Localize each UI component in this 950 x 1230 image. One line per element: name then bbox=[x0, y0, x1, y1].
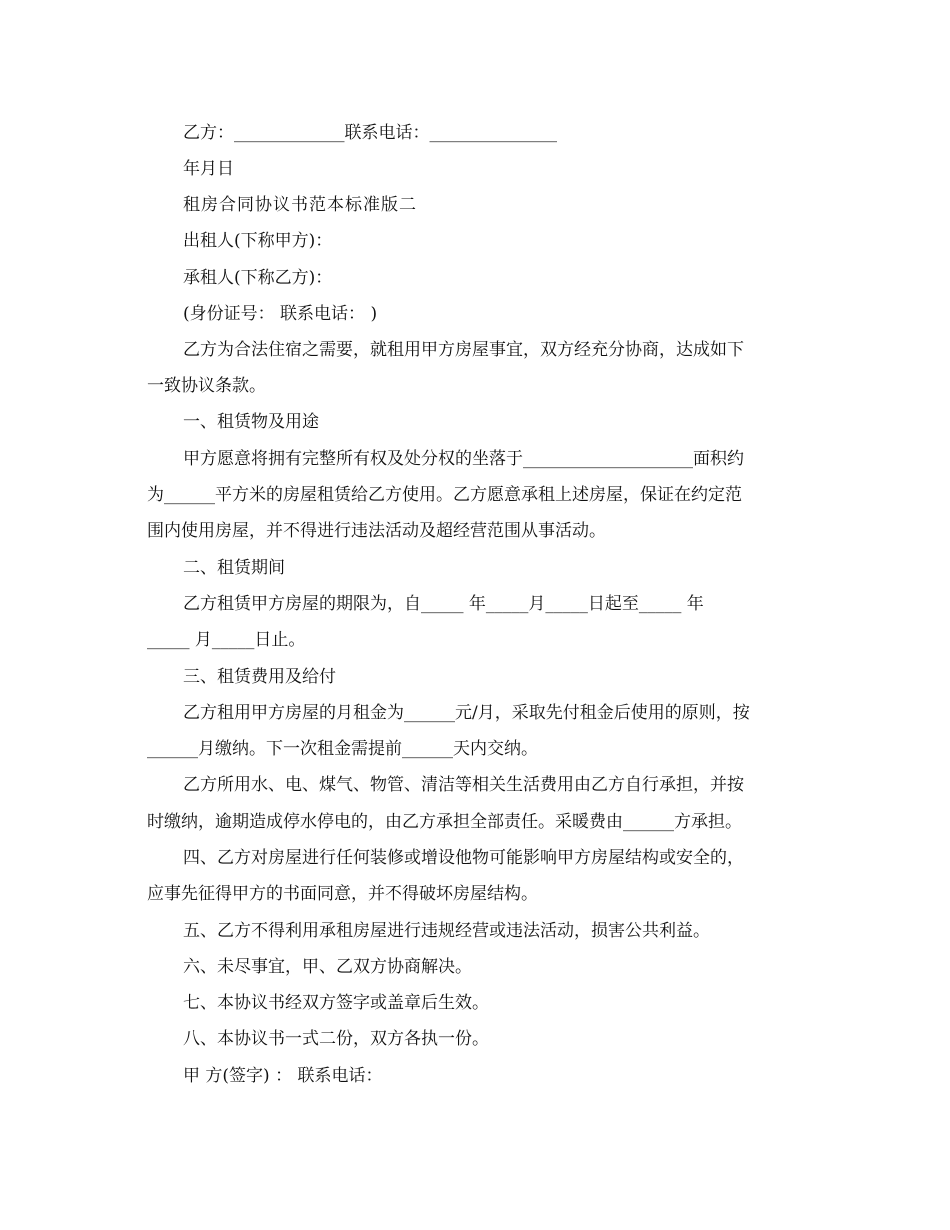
section-1-line-2: 为______平方米的房屋租赁给乙方使用。乙方愿意承租上述房屋，保证在约定范 bbox=[147, 485, 742, 505]
party-a-signature-line: 甲 方(签字) ： 联系电话： bbox=[183, 1066, 383, 1086]
section-8: 八、本协议书一式二份，双方各执一份。 bbox=[183, 1029, 489, 1049]
section-3-line-4: 时缴纳，逾期造成停水停电的，由乙方承担全部责任。采暖费由______方承担。 bbox=[147, 812, 742, 832]
section-3-line-2: ______月缴纳。下一次租金需提前______天内交纳。 bbox=[147, 739, 538, 759]
section-2-heading: 二、租赁期间 bbox=[183, 558, 285, 578]
lessor-line: 出租人(下称甲方)： bbox=[183, 231, 333, 251]
section-3-heading: 三、租赁费用及给付 bbox=[183, 667, 336, 687]
section-1-heading: 一、租赁物及用途 bbox=[183, 412, 319, 432]
section-7: 七、本协议书经双方签字或盖章后生效。 bbox=[183, 993, 489, 1013]
section-2-line-2: _____ 月_____日止。 bbox=[147, 630, 306, 650]
date-line: 年月日 bbox=[183, 159, 234, 179]
party-b-contact-line: 乙方：_____________联系电话：_______________ bbox=[183, 123, 557, 143]
intro-paragraph-line-1: 乙方为合法住宿之需要，就租用甲方房屋事宜，双方经充分协商，达成如下 bbox=[183, 340, 744, 360]
section-2-line-1: 乙方租赁甲方房屋的期限为，自_____ 年_____月_____日起至_____ 年 bbox=[183, 594, 704, 614]
section-1-line-3: 围内使用房屋，并不得进行违法活动及超经营范围从事活动。 bbox=[147, 521, 606, 541]
section-5: 五、乙方不得利用承租房屋进行违规经营或违法活动，损害公共利益。 bbox=[183, 921, 710, 941]
section-3-line-3: 乙方所用水、电、煤气、物管、清洁等相关生活费用由乙方自行承担，并按 bbox=[183, 775, 744, 795]
section-4-line-2: 应事先征得甲方的书面同意，并不得破坏房屋结构。 bbox=[147, 884, 538, 904]
section-1-line-1: 甲方愿意将拥有完整所有权及处分权的坐落于____________________面积约 bbox=[183, 449, 744, 469]
section-3-line-1: 乙方租用甲方房屋的月租金为______元/月，采取先付租金后使用的原则，按 bbox=[183, 703, 750, 723]
intro-paragraph-line-2: 一致协议条款。 bbox=[147, 376, 266, 396]
lessee-line: 承租人(下称乙方)： bbox=[183, 268, 333, 288]
id-info-line: (身份证号： 联系电话： ) bbox=[183, 304, 378, 324]
section-4-line-1: 四、乙方对房屋进行任何装修或增设他物可能影响甲方房屋结构或安全的， bbox=[183, 848, 744, 868]
document-title: 租房合同协议书范本标准版二 bbox=[183, 195, 417, 215]
section-6: 六、未尽事宜，甲、乙双方协商解决。 bbox=[183, 957, 472, 977]
